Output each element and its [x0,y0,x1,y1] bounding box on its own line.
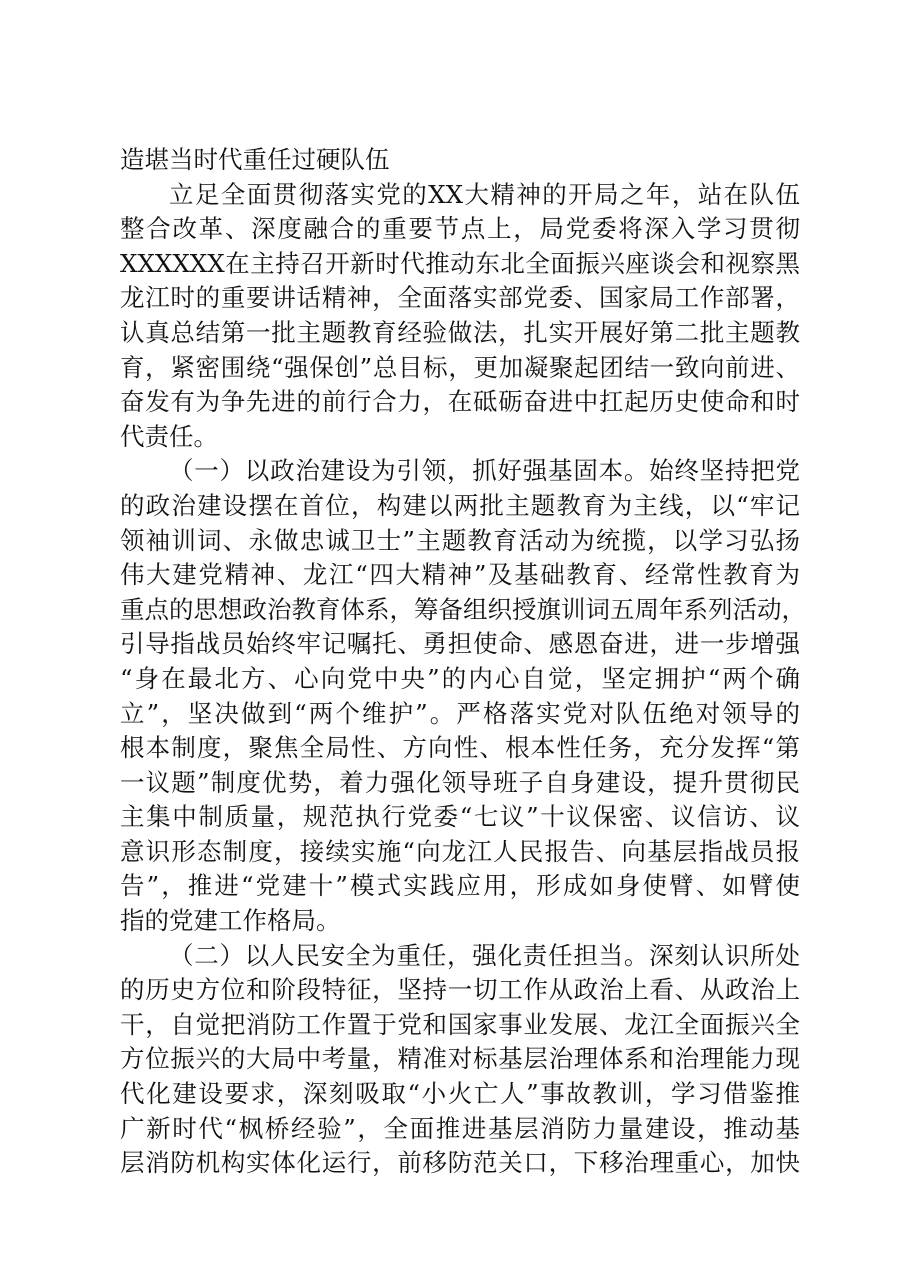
text-line: （二）以人民安全为重任，强化责任担当。深刻认识所处 [169,940,800,970]
text-line: 伟大建党精神、龙江“四大精神”及基础教育、经常性教育为 [120,560,800,590]
text-line: 代化建设要求，深刻吸取“小火亡人”事故教训，学习借鉴推 [120,1079,800,1109]
text-line: 的政治建设摆在首位，构建以两批主题教育为主线，以“牢记 [120,490,800,520]
section-heading: 造堪当时代重任过硬队伍 [120,145,390,174]
text-line: 龙江时的重要讲话精神，全面落实部党委、国家局工作部署， [120,283,800,313]
text-line: XXXXXX在主持召开新时代推动东北全面振兴座谈会和视察黑 [120,248,800,278]
text-line: （一）以政治建设为引领，抓好强基固本。始终坚持把党 [169,456,800,486]
text-line: 引导指战员始终牢记嘱托、勇担使命、感恩奋进，进一步增强 [120,629,800,659]
text-line: 广新时代“枫桥经验”，全面推进基层消防力量建设，推动基 [120,1113,800,1143]
text-line: 告”，推进“党建十”模式实践应用，形成如身使臂、如臂使 [120,871,800,901]
text-line: 育，紧密围绕“强保创”总目标，更加凝聚起团结一致向前进、 [120,352,800,382]
paragraph-people-safety [120,939,800,1181]
text-line: 重点的思想政治教育体系，筹备组织授旗训词五周年系列活动， [120,594,806,624]
paragraph-political-building [120,454,806,938]
text-line: 一议题”制度优势，着力强化领导班子自身建设，提升贯彻民 [120,767,800,797]
text-line: 整合改革、深度融合的重要节点上，局党委将深入学习贯彻 [120,214,800,244]
paragraph-intro [120,178,800,455]
text-line: 方位振兴的大局中考量，精准对标基层治理体系和治理能力现 [120,1044,800,1074]
text-line: 的历史方位和阶段特征，坚持一切工作从政治上看、从政治上 [120,975,800,1005]
text-line: 立足全面贯彻落实党的XX大精神的开局之年，站在队伍 [169,179,800,209]
text-line: 层消防机构实体化运行，前移防范关口，下移治理重心，加快 [120,1148,800,1178]
text-line: 认真总结第一批主题教育经验做法，扎实开展好第二批主题教 [120,317,800,347]
text-line: 指的党建工作格局。 [120,906,341,936]
text-line: 意识形态制度，接续实施“向龙江人民报告、向基层指战员报 [120,836,800,866]
text-line: 主集中制质量，规范执行党委“七议”十议保密、议信访、议 [120,802,800,832]
text-line: 干，自觉把消防工作置于党和国家事业发展、龙江全面振兴全 [120,1009,800,1039]
text-line: 领袖训词、永做忠诚卫士”主题教育活动为统揽，以学习弘扬 [120,525,800,555]
text-line: 根本制度，聚焦全局性、方向性、根本性任务，充分发挥“第 [120,733,800,763]
text-line: 立”，坚决做到“两个维护”。严格落实党对队伍绝对领导的 [120,698,800,728]
text-line: 奋发有为争先进的前行合力，在砥砺奋进中扛起历史使命和时 [120,387,800,417]
document-page [120,143,806,1181]
text-line: “身在最北方、心向党中央”的内心自觉，坚定拥护“两个确 [120,663,800,693]
text-line: 代责任。 [120,421,218,451]
